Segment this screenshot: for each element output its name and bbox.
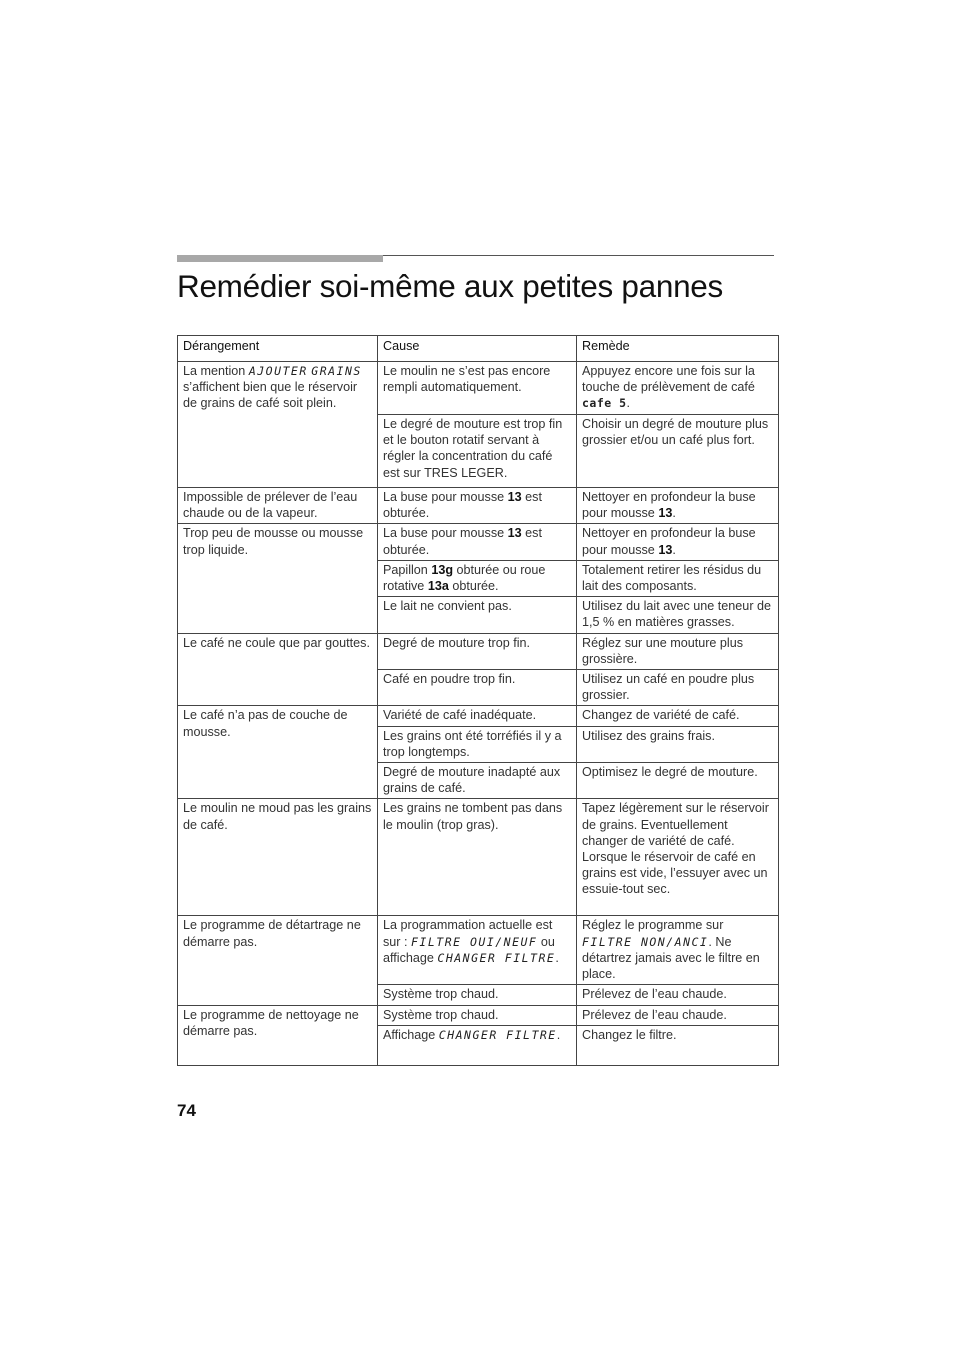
table-row — [178, 916, 779, 985]
cause-cell: La buse pour mousse 13 est obturée. — [378, 524, 577, 560]
cause-cell: Le lait ne convient pas. — [378, 597, 577, 633]
remedy-cell: Prélevez de l’eau chaude. — [577, 1005, 779, 1025]
fault-cell: Le café ne coule que par gouttes. — [178, 633, 378, 706]
remedy-cell: Tapez légèrement sur le réservoir de grains. Eventuellement changer de variété de café. Lorsque le réservoir de café en grains est vide, l’essuyer avec un essuie-tout sec. — [577, 799, 779, 916]
fault-cell: Le programme de détartrage ne démarre pas. — [178, 916, 378, 1005]
page-number: 74 — [177, 1101, 196, 1120]
cause-cell: Café en poudre trop fin. — [378, 670, 577, 706]
cause-cell: Degré de mouture trop fin. — [378, 633, 577, 669]
cause-cell: La programmation actuelle est sur : FILTRE OUI/NEUF ou affichage CHANGER FILTRE. — [378, 916, 577, 985]
table-header-row — [178, 336, 779, 362]
cause-cell: Papillon 13g obturée ou roue rotative 13a obturée. — [378, 560, 577, 596]
remedy-cell: Changez de variété de café. — [577, 706, 779, 726]
remedy-cell: Prélevez de l’eau chaude. — [577, 985, 779, 1005]
table-row — [178, 799, 779, 916]
table-row — [178, 633, 779, 669]
table-row — [178, 524, 779, 560]
cause-cell: La buse pour mousse 13 est obturée. — [378, 488, 577, 524]
remedy-cell: Utilisez du lait avec une teneur de 1,5 % en matières grasses. — [577, 597, 779, 633]
remedy-cell: Optimisez le degré de mouture. — [577, 763, 779, 799]
fault-cell: Le café n’a pas de couche de mousse. — [178, 706, 378, 799]
fault-cell: Trop peu de mousse ou mousse trop liquide. — [178, 524, 378, 633]
remedy-cell: Réglez le programme sur FILTRE NON/ANCI. Ne détartrez jamais avec le filtre en place. — [577, 916, 779, 985]
remedy-cell: Utilisez des grains frais. — [577, 726, 779, 762]
remedy-cell: Changez le filtre. — [577, 1025, 779, 1065]
cause-cell: Le degré de mouture est trop fin et le bouton rotatif servant à régler la concentration du café est sur TRES LEGER. — [378, 415, 577, 488]
page-title: Remédier soi-même aux petites pannes — [177, 268, 723, 304]
cause-cell: Les grains ont été torréfiés il y a trop longtemps. — [378, 726, 577, 762]
cause-cell: Variété de café inadéquate. — [378, 706, 577, 726]
remedy-cell: Choisir un degré de mouture plus grossier et/ou un café plus fort. — [577, 415, 779, 488]
cause-cell: Système trop chaud. — [378, 1005, 577, 1025]
remedy-cell: Appuyez encore une fois sur la touche de prélèvement de café cafe 5. — [577, 362, 779, 415]
remedy-cell: Nettoyer en profondeur la buse pour mousse 13. — [577, 488, 779, 524]
cause-cell: Degré de mouture inadapté aux grains de café. — [378, 763, 577, 799]
fault-cell: La mention AJOUTER GRAINS s’affichent bien que le réservoir de grains de café soit plein. — [178, 362, 378, 488]
fault-cell: Impossible de prélever de l’eau chaude ou de la vapeur. — [178, 488, 378, 524]
cause-cell: Les grains ne tombent pas dans le moulin (trop gras). — [378, 799, 577, 916]
cause-cell: Affichage CHANGER FILTRE. — [378, 1025, 577, 1065]
remedy-cell: Réglez sur une mouture plus grossière. — [577, 633, 779, 669]
remedy-cell: Utilisez un café en poudre plus grossier. — [577, 670, 779, 706]
header-rule-line — [383, 255, 774, 256]
header-cause: Cause — [378, 336, 577, 362]
table-row — [178, 362, 779, 415]
fault-cell: Le programme de nettoyage ne démarre pas. — [178, 1005, 378, 1065]
header-fault: Dérangement — [178, 336, 378, 362]
table-row — [178, 706, 779, 726]
header-remedy: Remède — [577, 336, 779, 362]
table-row — [178, 488, 779, 524]
troubleshooting-table — [177, 335, 779, 1066]
cause-cell: Le moulin ne s’est pas encore rempli automatiquement. — [378, 362, 577, 415]
cause-cell: Système trop chaud. — [378, 985, 577, 1005]
remedy-cell: Nettoyer en profondeur la buse pour mousse 13. — [577, 524, 779, 560]
table-row — [178, 1005, 779, 1025]
header-rule-accent — [177, 255, 383, 262]
fault-cell: Le moulin ne moud pas les grains de café. — [178, 799, 378, 916]
remedy-cell: Totalement retirer les résidus du lait des composants. — [577, 560, 779, 596]
